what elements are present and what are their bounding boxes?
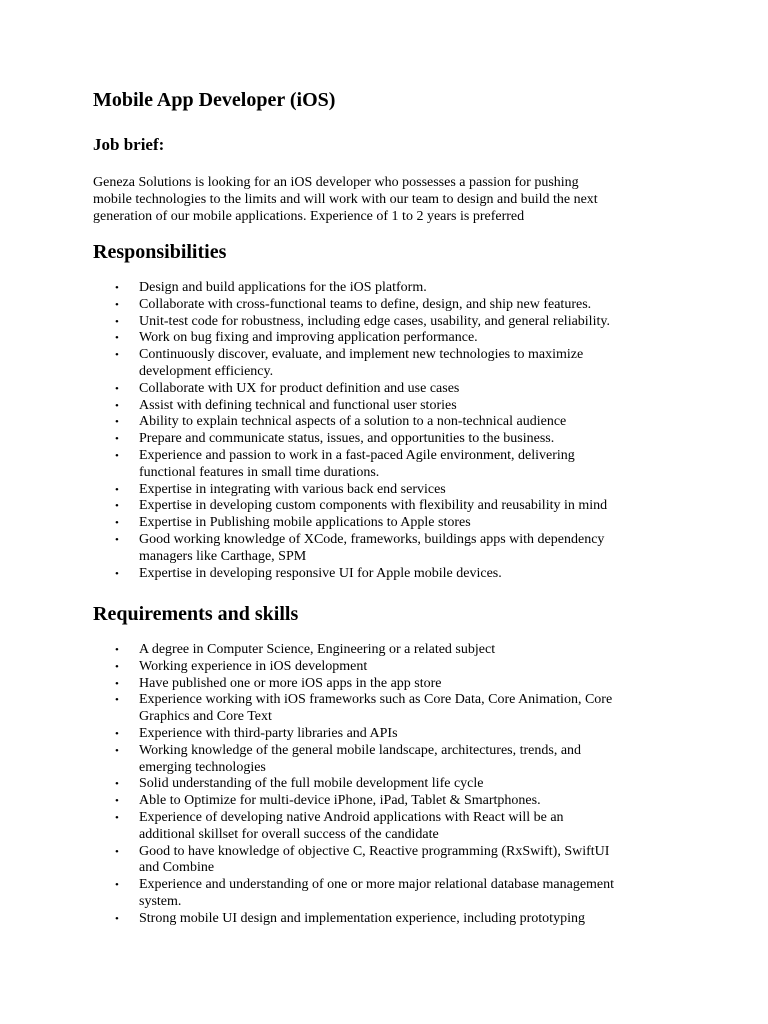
bullet-icon: • (115, 567, 119, 580)
bullet-icon: • (115, 449, 119, 462)
list-item (93, 515, 693, 532)
list-item-text: Expertise in integrating with various back end services (139, 481, 446, 497)
bullet-icon: • (115, 483, 119, 496)
list-item-text: Experience working with iOS frameworks such as Core Data, Core Animation, Core (139, 692, 613, 708)
bullet-icon: • (115, 677, 119, 690)
bullet-icon: • (115, 778, 119, 791)
job-brief-line: generation of our mobile applications. Experience of 1 to 2 years is preferred (93, 209, 525, 224)
list-item-text: Continuously discover, evaluate, and implement new technologies to maximize (139, 347, 584, 363)
list-item-text: additional skillset for overall success of the candidate (139, 826, 439, 842)
job-brief-heading: Job brief: (93, 135, 165, 154)
list-item-text: Strong mobile UI design and implementation experience, including prototyping (139, 910, 585, 926)
list-item-text: Prepare and communicate status, issues, and opportunities to the business. (139, 431, 555, 447)
job-brief-line: mobile technologies to the limits and will work with our team to design and build the next (93, 192, 598, 207)
list-item-text: Assist with defining technical and functional user stories (139, 397, 457, 413)
list-item (93, 297, 693, 314)
bullet-icon: • (115, 727, 119, 740)
list-item-text: and Combine (139, 860, 215, 876)
document-title: Mobile App Developer (iOS) (93, 89, 336, 111)
bullet-icon: • (115, 533, 119, 546)
list-item (93, 743, 693, 777)
list-item-text: Experience and passion to work in a fast-paced Agile environment, delivering (139, 447, 575, 463)
list-item (93, 431, 693, 448)
list-item (93, 398, 693, 415)
list-item (93, 566, 693, 583)
list-item-text: Expertise in developing custom components with flexibility and reusability in mind (139, 498, 608, 514)
bullet-icon: • (115, 912, 119, 925)
list-item-text: Graphics and Core Text (139, 709, 272, 725)
list-item-text: development efficiency. (139, 363, 274, 379)
bullet-icon: • (115, 315, 119, 328)
list-item (93, 692, 693, 726)
bullet-icon: • (115, 500, 119, 513)
list-item-text: Collaborate with UX for product definition and use cases (139, 380, 460, 396)
list-item (93, 381, 693, 398)
list-item (93, 314, 693, 331)
list-item (93, 347, 693, 381)
list-item (93, 877, 693, 911)
list-item (93, 498, 693, 515)
list-item (93, 532, 693, 566)
bullet-icon: • (115, 517, 119, 530)
list-item (93, 844, 693, 878)
list-item-text: Expertise in Publishing mobile applications to Apple stores (139, 515, 471, 531)
list-item (93, 280, 693, 297)
list-item (93, 911, 693, 928)
list-item-text: system. (139, 893, 182, 909)
bullet-icon: • (115, 744, 119, 757)
bullet-icon: • (115, 416, 119, 429)
list-item (93, 659, 693, 676)
bullet-icon: • (115, 644, 119, 656)
list-item-text: Expertise in developing responsive UI for Apple mobile devices. (139, 565, 502, 581)
bullet-icon: • (115, 811, 119, 824)
bullet-icon: • (115, 349, 119, 362)
requirements-heading: Requirements and skills (93, 603, 299, 625)
list-item-text: Experience of developing native Android applications with React will be an (139, 809, 564, 825)
list-item (93, 482, 693, 499)
bullet-icon: • (115, 298, 119, 311)
bullet-icon: • (115, 282, 119, 294)
list-item-text: Have published one or more iOS apps in the app store (139, 675, 442, 691)
list-item-text: Able to Optimize for multi-device iPhone, iPad, Tablet & Smartphones. (139, 793, 541, 809)
responsibilities-heading: Responsibilities (93, 241, 227, 263)
list-item-text: Ability to explain technical aspects of a solution to a non-technical audience (139, 414, 567, 430)
list-item (93, 810, 693, 844)
list-item (93, 448, 693, 482)
bullet-icon: • (115, 694, 119, 707)
list-item (93, 726, 693, 743)
list-item-text: Working knowledge of the general mobile landscape, architectures, trends, and (139, 742, 582, 758)
list-item-text: emerging technologies (139, 759, 266, 775)
list-item-text: Good working knowledge of XCode, frameworks, buildings apps with dependency (139, 531, 605, 547)
bullet-icon: • (115, 660, 119, 673)
list-item-text: Working experience in iOS development (139, 658, 368, 674)
bullet-icon: • (115, 382, 119, 395)
responsibilities-list (93, 280, 693, 582)
list-item-text: Design and build applications for the iOS platform. (139, 280, 427, 295)
list-item (93, 330, 693, 347)
bullet-icon: • (115, 433, 119, 446)
job-brief-paragraph (93, 174, 693, 225)
list-item-text: A degree in Computer Science, Engineering or a related subject (139, 642, 496, 657)
bullet-icon: • (115, 399, 119, 412)
bullet-icon: • (115, 795, 119, 808)
bullet-icon: • (115, 845, 119, 858)
list-item-text: Solid understanding of the full mobile development life cycle (139, 776, 484, 792)
list-item (93, 642, 693, 659)
bullet-icon: • (115, 879, 119, 892)
list-item-text: Experience with third-party libraries and APIs (139, 725, 398, 741)
list-item-text: functional features in small time durations. (139, 464, 380, 480)
requirements-list (93, 642, 693, 928)
list-item-text: Work on bug fixing and improving application performance. (139, 330, 478, 346)
bullet-icon: • (115, 332, 119, 345)
list-item (93, 676, 693, 693)
list-item-text: Experience and understanding of one or more major relational database management (139, 877, 615, 893)
job-brief-line: Geneza Solutions is looking for an iOS developer who possesses a passion for pushing (93, 175, 579, 190)
list-item-text: Collaborate with cross-functional teams to define, design, and ship new features. (139, 296, 592, 312)
list-item-text: managers like Carthage, SPM (139, 548, 307, 564)
list-item (93, 776, 693, 793)
list-item (93, 414, 693, 431)
list-item (93, 793, 693, 810)
list-item-text: Good to have knowledge of objective C, Reactive programming (RxSwift), SwiftUI (139, 843, 610, 859)
list-item-text: Unit-test code for robustness, including edge cases, usability, and general reliability. (139, 313, 610, 329)
